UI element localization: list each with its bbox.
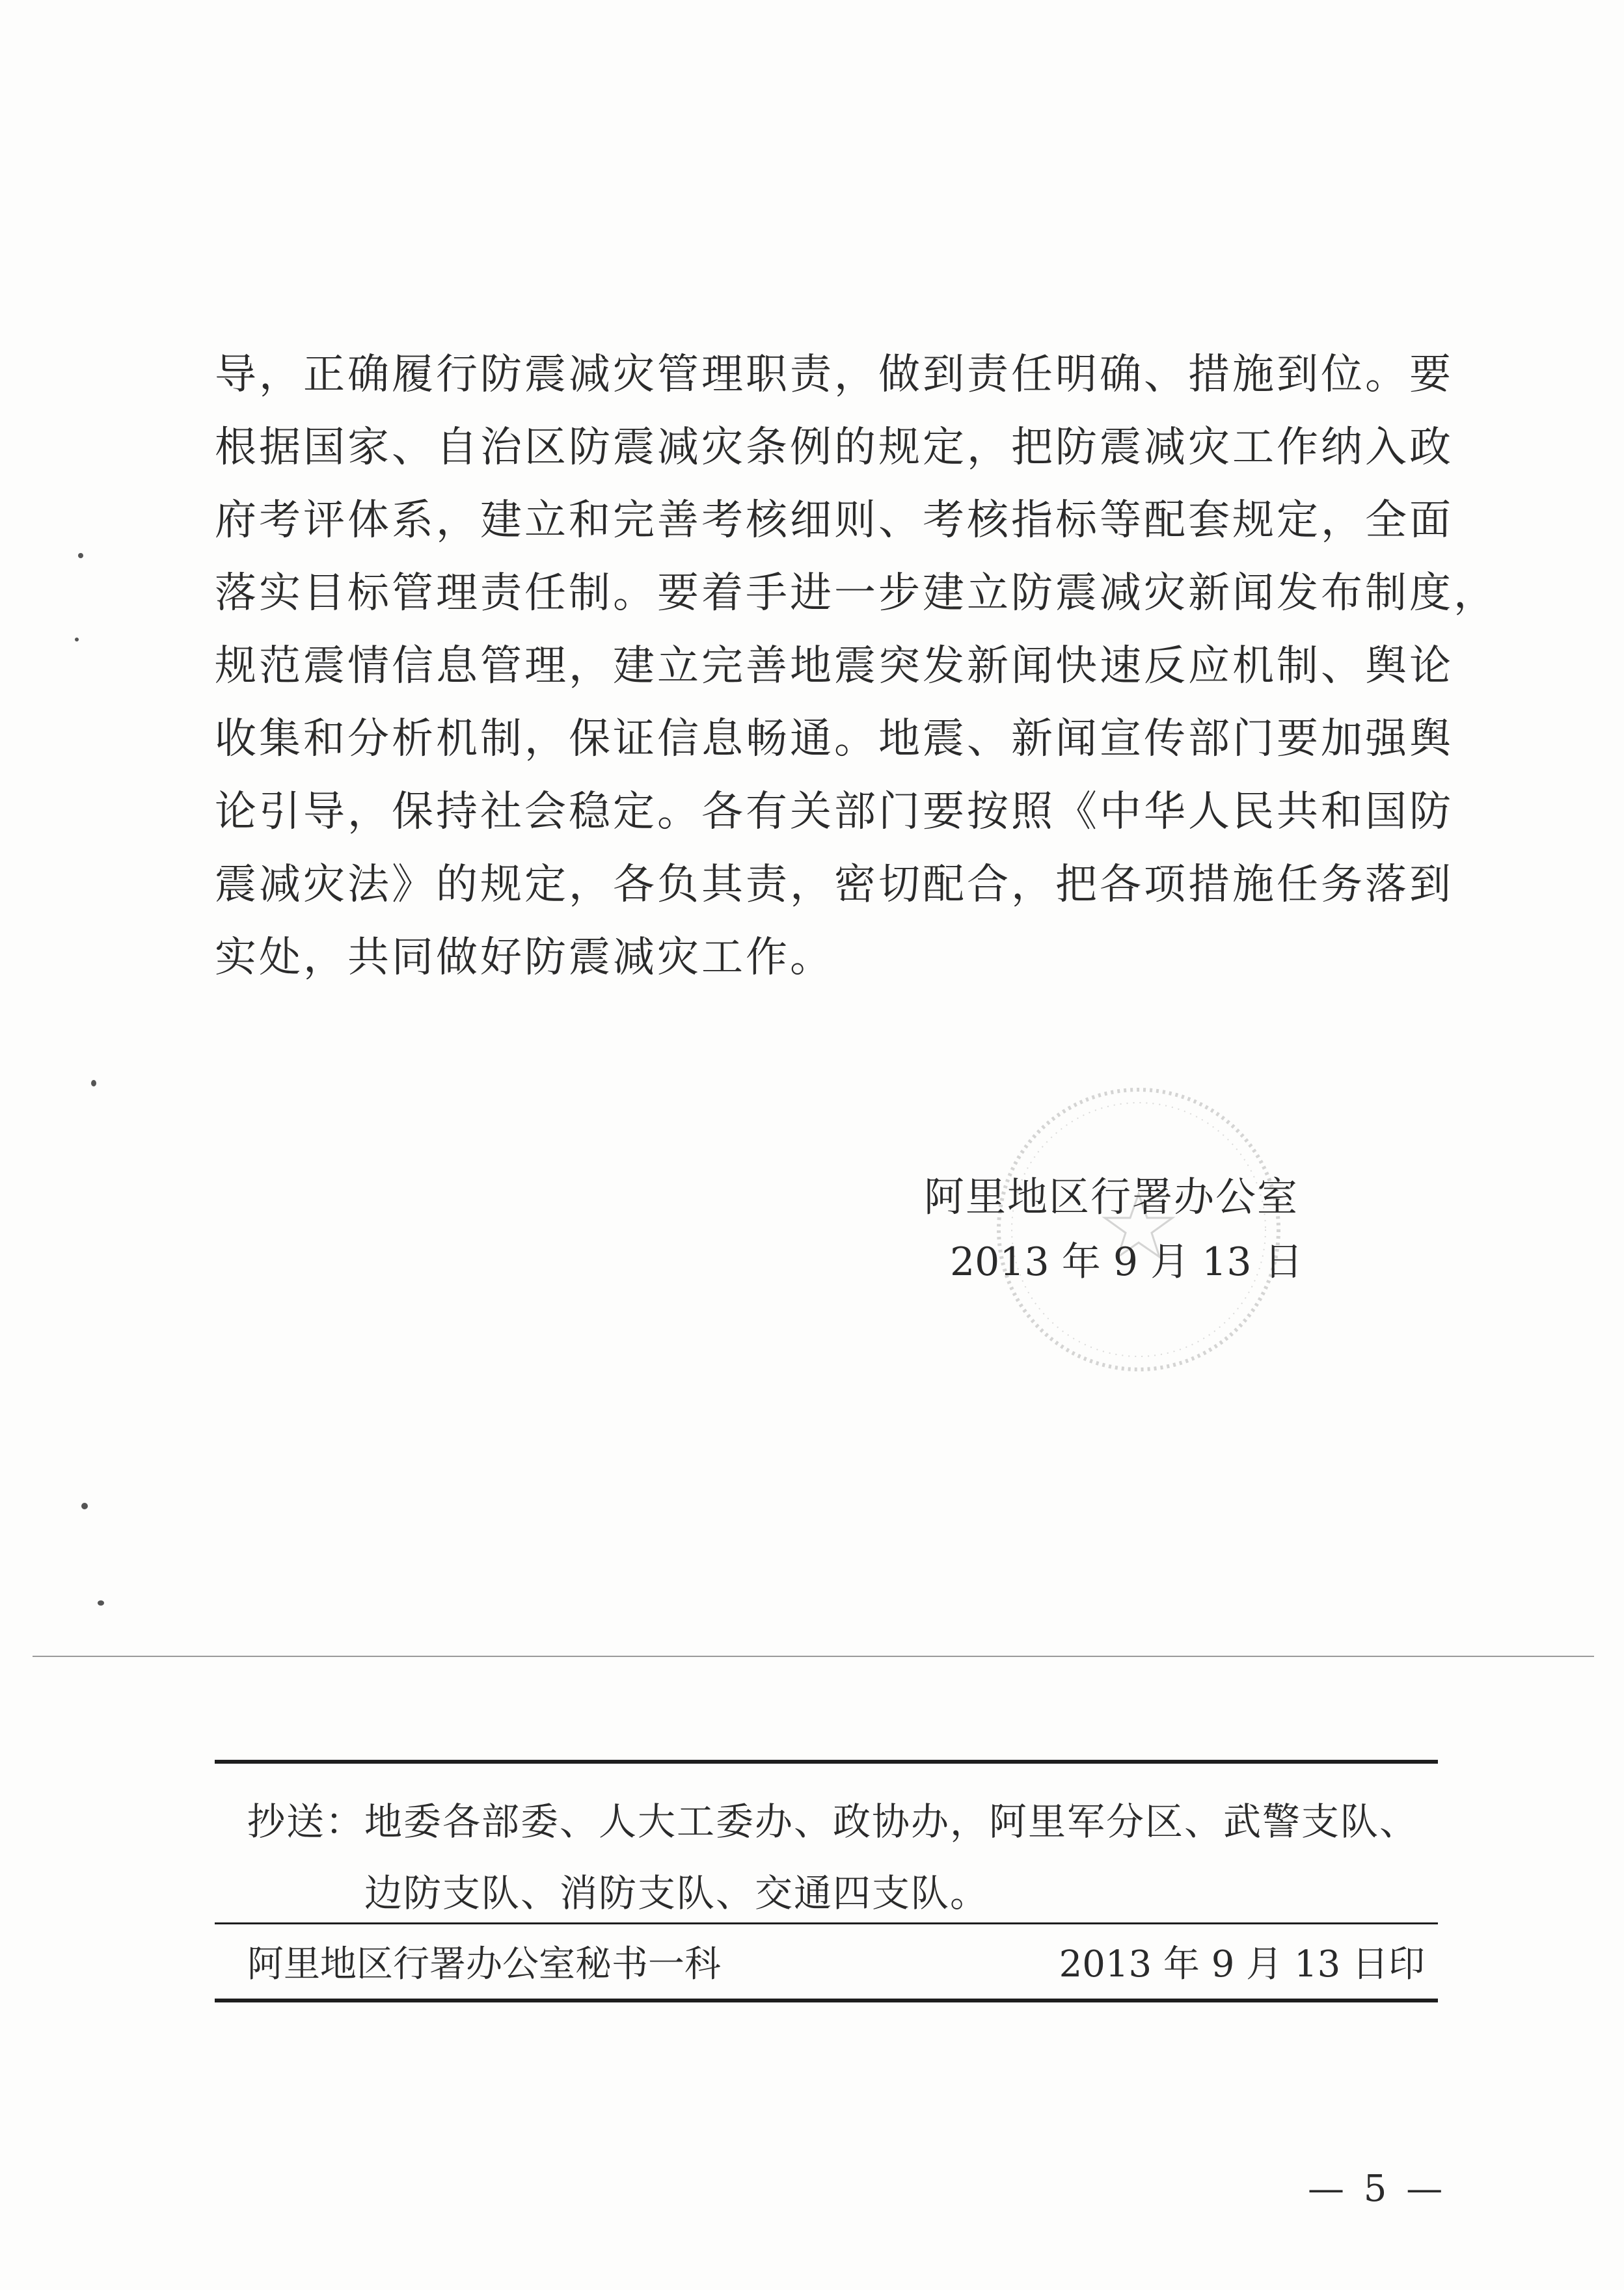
footer-print-date: 2013 年 9 月 13 日印 [1059,1943,1425,1986]
body-paragraph [215,338,1498,994]
cc-recipients-line: 边防支队、消防支队、交通四支队。 [364,1871,990,1915]
scan-speck [98,1600,104,1606]
body-line: 收集和分析机制，保证信息畅通。地震、新闻宣传部门要加强舆 [215,715,1454,763]
cc-recipients-line: 抄送：地委各部委、人大工委办、政协办，阿里军分区、武警支队、 [247,1799,1419,1844]
print-footer [247,1932,1425,1997]
cc-bottom-rule [215,1922,1438,1924]
body-line: 府考评体系，建立和完善考核细则、考核指标等配套规定，全面 [215,496,1454,545]
scan-speck [91,1080,96,1086]
issue-date: 2013 年 9 月 13 日 [950,1239,1303,1285]
body-line: 规范震情信息管理，建立完善地震突发新闻快速反应机制、舆论 [215,642,1454,690]
page-number: — 5 — [1308,2168,1447,2210]
cc-top-rule [215,1760,1438,1764]
body-line: 震减灾法》的规定，各负其责，密切配合，把各项措施任务落到 [215,861,1454,909]
scan-speck [75,638,79,641]
body-line: 实处，共同做好防震减灾工作。 [215,934,834,982]
footer-issuer: 阿里地区行署办公室秘书一科 [247,1943,721,1986]
body-line: 导，正确履行防震减灾管理职责，做到责任明确、措施到位。要 [215,351,1454,399]
section-divider [33,1656,1594,1657]
signature-block [924,1165,1327,1295]
scan-speck [81,1503,88,1509]
body-line: 根据国家、自治区防震减灾条例的规定，把防震减灾工作纳入政 [215,424,1454,472]
body-line: 落实目标管理责任制。要着手进一步建立防震减灾新闻发布制度， [215,569,1498,617]
issuing-organization: 阿里地区行署办公室 [924,1173,1299,1220]
body-line: 论引导，保持社会稳定。各有关部门要按照《中华人民共和国防 [215,788,1454,836]
footer-bottom-rule [215,1999,1438,2002]
cc-section [247,1786,1464,1929]
scan-speck [78,553,83,558]
